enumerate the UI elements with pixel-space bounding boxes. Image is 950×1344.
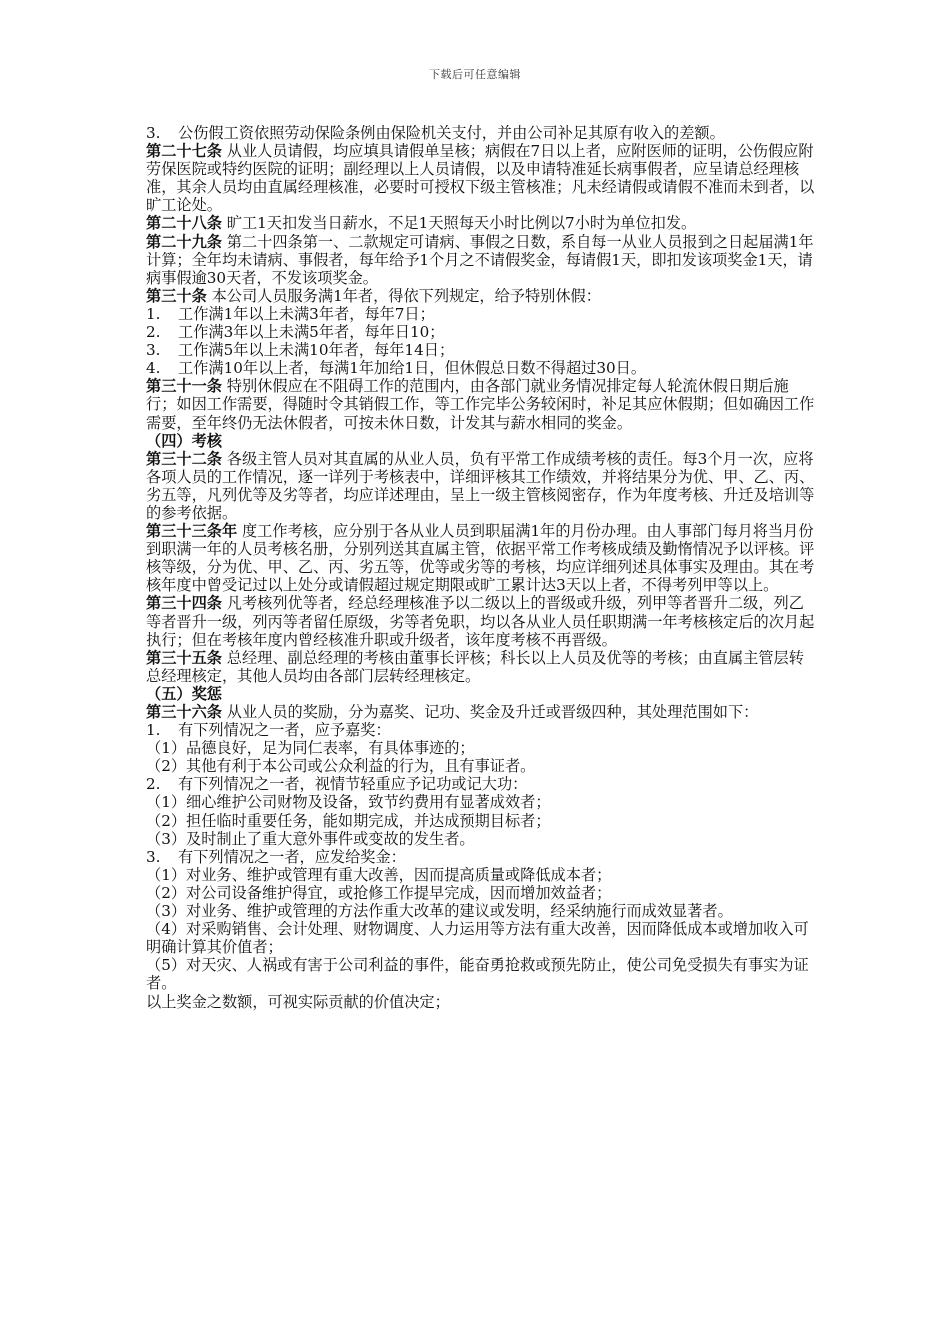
- article-text: 各级主管人员对其直属的从业人员，负有平常工作成绩考核的责任。每3个月一次，应将各项人员的工作情况，逐一详列于考核表中，详细评核其工作绩效，并将结果分为优、甲、乙、丙、劣五等，凡列优等及劣等者，均应详述理由，呈上一级主管核阅密存，作为年度考核、升迁及培训等的参考依据。: [146, 449, 815, 522]
- article-paragraph: [146, 594, 816, 648]
- list-number: 3.: [146, 341, 161, 360]
- list-item: [146, 775, 816, 793]
- sub-item: [146, 920, 816, 956]
- sub-item: [146, 956, 816, 992]
- sub-item-text: （2）担任临时重要任务，能如期完成，并达成预期目标者；: [146, 811, 551, 830]
- list-text: 有下列情况之一者，应予嘉奖：: [178, 721, 391, 740]
- article-label: 第三十六条: [146, 703, 222, 721]
- list-number: 2.: [146, 323, 161, 342]
- article-paragraph: [146, 450, 816, 522]
- sub-item-text: （1）对业务、维护或管理有重大改善，因而提高质量或降低成本者；: [146, 865, 612, 884]
- sub-item: [146, 884, 816, 902]
- list-text: 公伤假工资依照劳动保险条例由保险机关支付，并由公司补足其原有收入的差额。: [178, 124, 725, 142]
- sub-item-text: （3）及时制止了重大意外事件或变故的发生者。: [146, 829, 475, 848]
- sub-item: [146, 757, 816, 775]
- list-item: [146, 848, 816, 866]
- section-heading: [146, 685, 816, 703]
- list-number: 3.: [146, 847, 161, 866]
- sub-item: [146, 739, 816, 757]
- page-header: 下载后可任意编辑: [429, 68, 521, 81]
- sub-item: [146, 830, 816, 848]
- document-body: [146, 124, 816, 1011]
- article-text: 本公司人员服务满1年者，得依下列规定，给予特别休假：: [206, 286, 601, 305]
- list-item: [146, 721, 816, 739]
- list-text: 有下列情况之一者，应发给奖金：: [178, 847, 406, 866]
- article-text: 旷工1天扣发当日薪水，不足1天照每天小时比例以7小时为单位扣发。: [221, 214, 697, 233]
- sub-item-text: （2）对公司设备维护得宜，或抢修工作提早完成，因而增加效益者；: [146, 883, 612, 902]
- sub-item-text: （2）其他有利于本公司或公众利益的行为，且有事证者。: [146, 757, 536, 776]
- article-text: 从业人员的奖励，分为嘉奖、记功、奖金及升迁或晋级四种，其处理范围如下：: [221, 703, 759, 721]
- list-number: 3.: [146, 124, 161, 142]
- sub-item-text: （1）细心维护公司财物及设备，致节约费用有显著成效者；: [146, 793, 551, 812]
- sub-item: [146, 993, 816, 1011]
- article-text: 特别休假应在不阻碍工作的范围内，由各部门就业务情况排定每人轮流休假日期后施行；如因工作需要，得随时令其销假工作，等工作完毕公务较闲时，补足其应休假期；但如确因工作需要，至年终仍无法休假者，可按未休日数，计发其与薪水相同的奖金。: [146, 377, 815, 432]
- sub-item: [146, 812, 816, 830]
- article-paragraph: [146, 649, 816, 685]
- article-text: 凡考核列优等者，经总经理核准予以二级以上的晋级或升级，列甲等者晋升二级，列乙等者晋升一级，列丙等者留任原级，劣等者免职，均以各从业人员任职期满一年考核核定后的次月起执行；但在考核年度内曾经核准升职或升级者，该年度考核不再晋级。: [146, 594, 815, 649]
- section-heading: [146, 432, 816, 450]
- list-item: [146, 359, 816, 377]
- list-text: 工作满5年以上未满10年者，每年14日；: [178, 341, 455, 360]
- sub-item: [146, 866, 816, 884]
- list-text: 有下列情况之一者，视情节轻重应予记功或记大功：: [178, 775, 528, 794]
- list-text: 工作满3年以上未满5年者，每年日10；: [178, 323, 445, 342]
- article-text: 总经理、副总经理的考核由董事长评核；科长以上人员及优等的考核；由直属主管层转总经理核定，其他人员均由各部门层转经理核定。: [146, 648, 804, 685]
- sub-item: [146, 793, 816, 811]
- article-paragraph: [146, 214, 816, 232]
- article-text: 第二十四条第一、二款规定可请病、事假之日数，系自每一从业人员报到之日起届满1年计算；全年均未请病、事假者，每年给予1个月之不请假奖金，每请假1天，即扣发该项奖金1天，请病事假逾30天者，不发该项奖金。: [146, 232, 814, 287]
- article-label: 第三十条: [146, 286, 207, 305]
- sub-item-text: （1）品德良好，足为同仁表率，有具体事迹的；: [146, 739, 475, 758]
- article-paragraph: [146, 233, 816, 287]
- sub-item-text: （3）对业务、维护或管理的方法作重大改革的建议或发明，经采纳施行而成效显著者。: [146, 902, 733, 921]
- section-heading-text: （四）考核: [146, 431, 222, 450]
- sub-item-text: （5）对天灾、人祸或有害于公司利益的事件，能奋勇抢救或预先防止，使公司免受损失有事实为证者。: [146, 956, 809, 993]
- article-label: 第二十七条: [146, 142, 222, 161]
- article-label: 第三十三条年: [146, 522, 238, 541]
- article-label: 第三十四条: [146, 594, 222, 613]
- list-number: 2.: [146, 775, 161, 794]
- sub-item-text: （4）对采购销售、会计处理、财物调度、人力运用等方法有重大改善，因而降低成本或增加收入可明确计算其价值者；: [146, 920, 809, 957]
- article-label: 第二十九条: [146, 232, 222, 251]
- list-number: 4.: [146, 359, 161, 378]
- list-number: 1.: [146, 304, 161, 323]
- list-text: 工作满1年以上未满3年者，每年7日；: [178, 304, 435, 323]
- article-label: 第三十五条: [146, 648, 222, 667]
- article-label: 第二十八条: [146, 214, 222, 233]
- article-paragraph: [146, 703, 816, 721]
- list-item: [146, 305, 816, 323]
- article-text: 从业人员请假，均应填具请假单呈核；病假在7日以上者，应附医师的证明，公伤假应附劳保医院或特约医院的证明；副经理以上人员请假，以及申请特准延长病事假者，应呈请总经理核准，其余人员均由直属经理核准，必要时可授权下级主管核准；凡未经请假或请假不准而未到者，以旷工论处。: [146, 142, 815, 215]
- sub-item: [146, 902, 816, 920]
- list-text: 工作满10年以上者，每满1年加给1日，但休假总日数不得超过30日。: [178, 359, 647, 378]
- list-item: [146, 341, 816, 359]
- article-paragraph: [146, 142, 816, 214]
- article-text: 度工作考核，应分别于各从业人员到职届满1年的月份办理。由人事部门每月将当月份到职满一年的人员考核名册，分别列送其直属主管，依据平常工作考核成绩及勤惰情况予以评核。评核等级，分为优、甲、乙、丙、劣五等，优等或劣等的考核，均应详细列述具体事实及理由。其在考核年度中曾受记过以上处分或请假超过规定期限或旷工累计达3天以上者，不得考列甲等以上。: [146, 522, 815, 595]
- article-paragraph: [146, 522, 816, 594]
- article-paragraph: [146, 377, 816, 431]
- list-number: 1.: [146, 721, 161, 740]
- article-paragraph: [146, 287, 816, 305]
- numbered-paragraph: [146, 124, 816, 142]
- article-label: 第三十二条: [146, 449, 222, 468]
- section-heading-text: （五）奖惩: [146, 684, 222, 703]
- list-item: [146, 323, 816, 341]
- sub-item-text: 以上奖金之数额，可视实际贡献的价值决定；: [146, 992, 450, 1011]
- article-label: 第三十一条: [146, 377, 222, 396]
